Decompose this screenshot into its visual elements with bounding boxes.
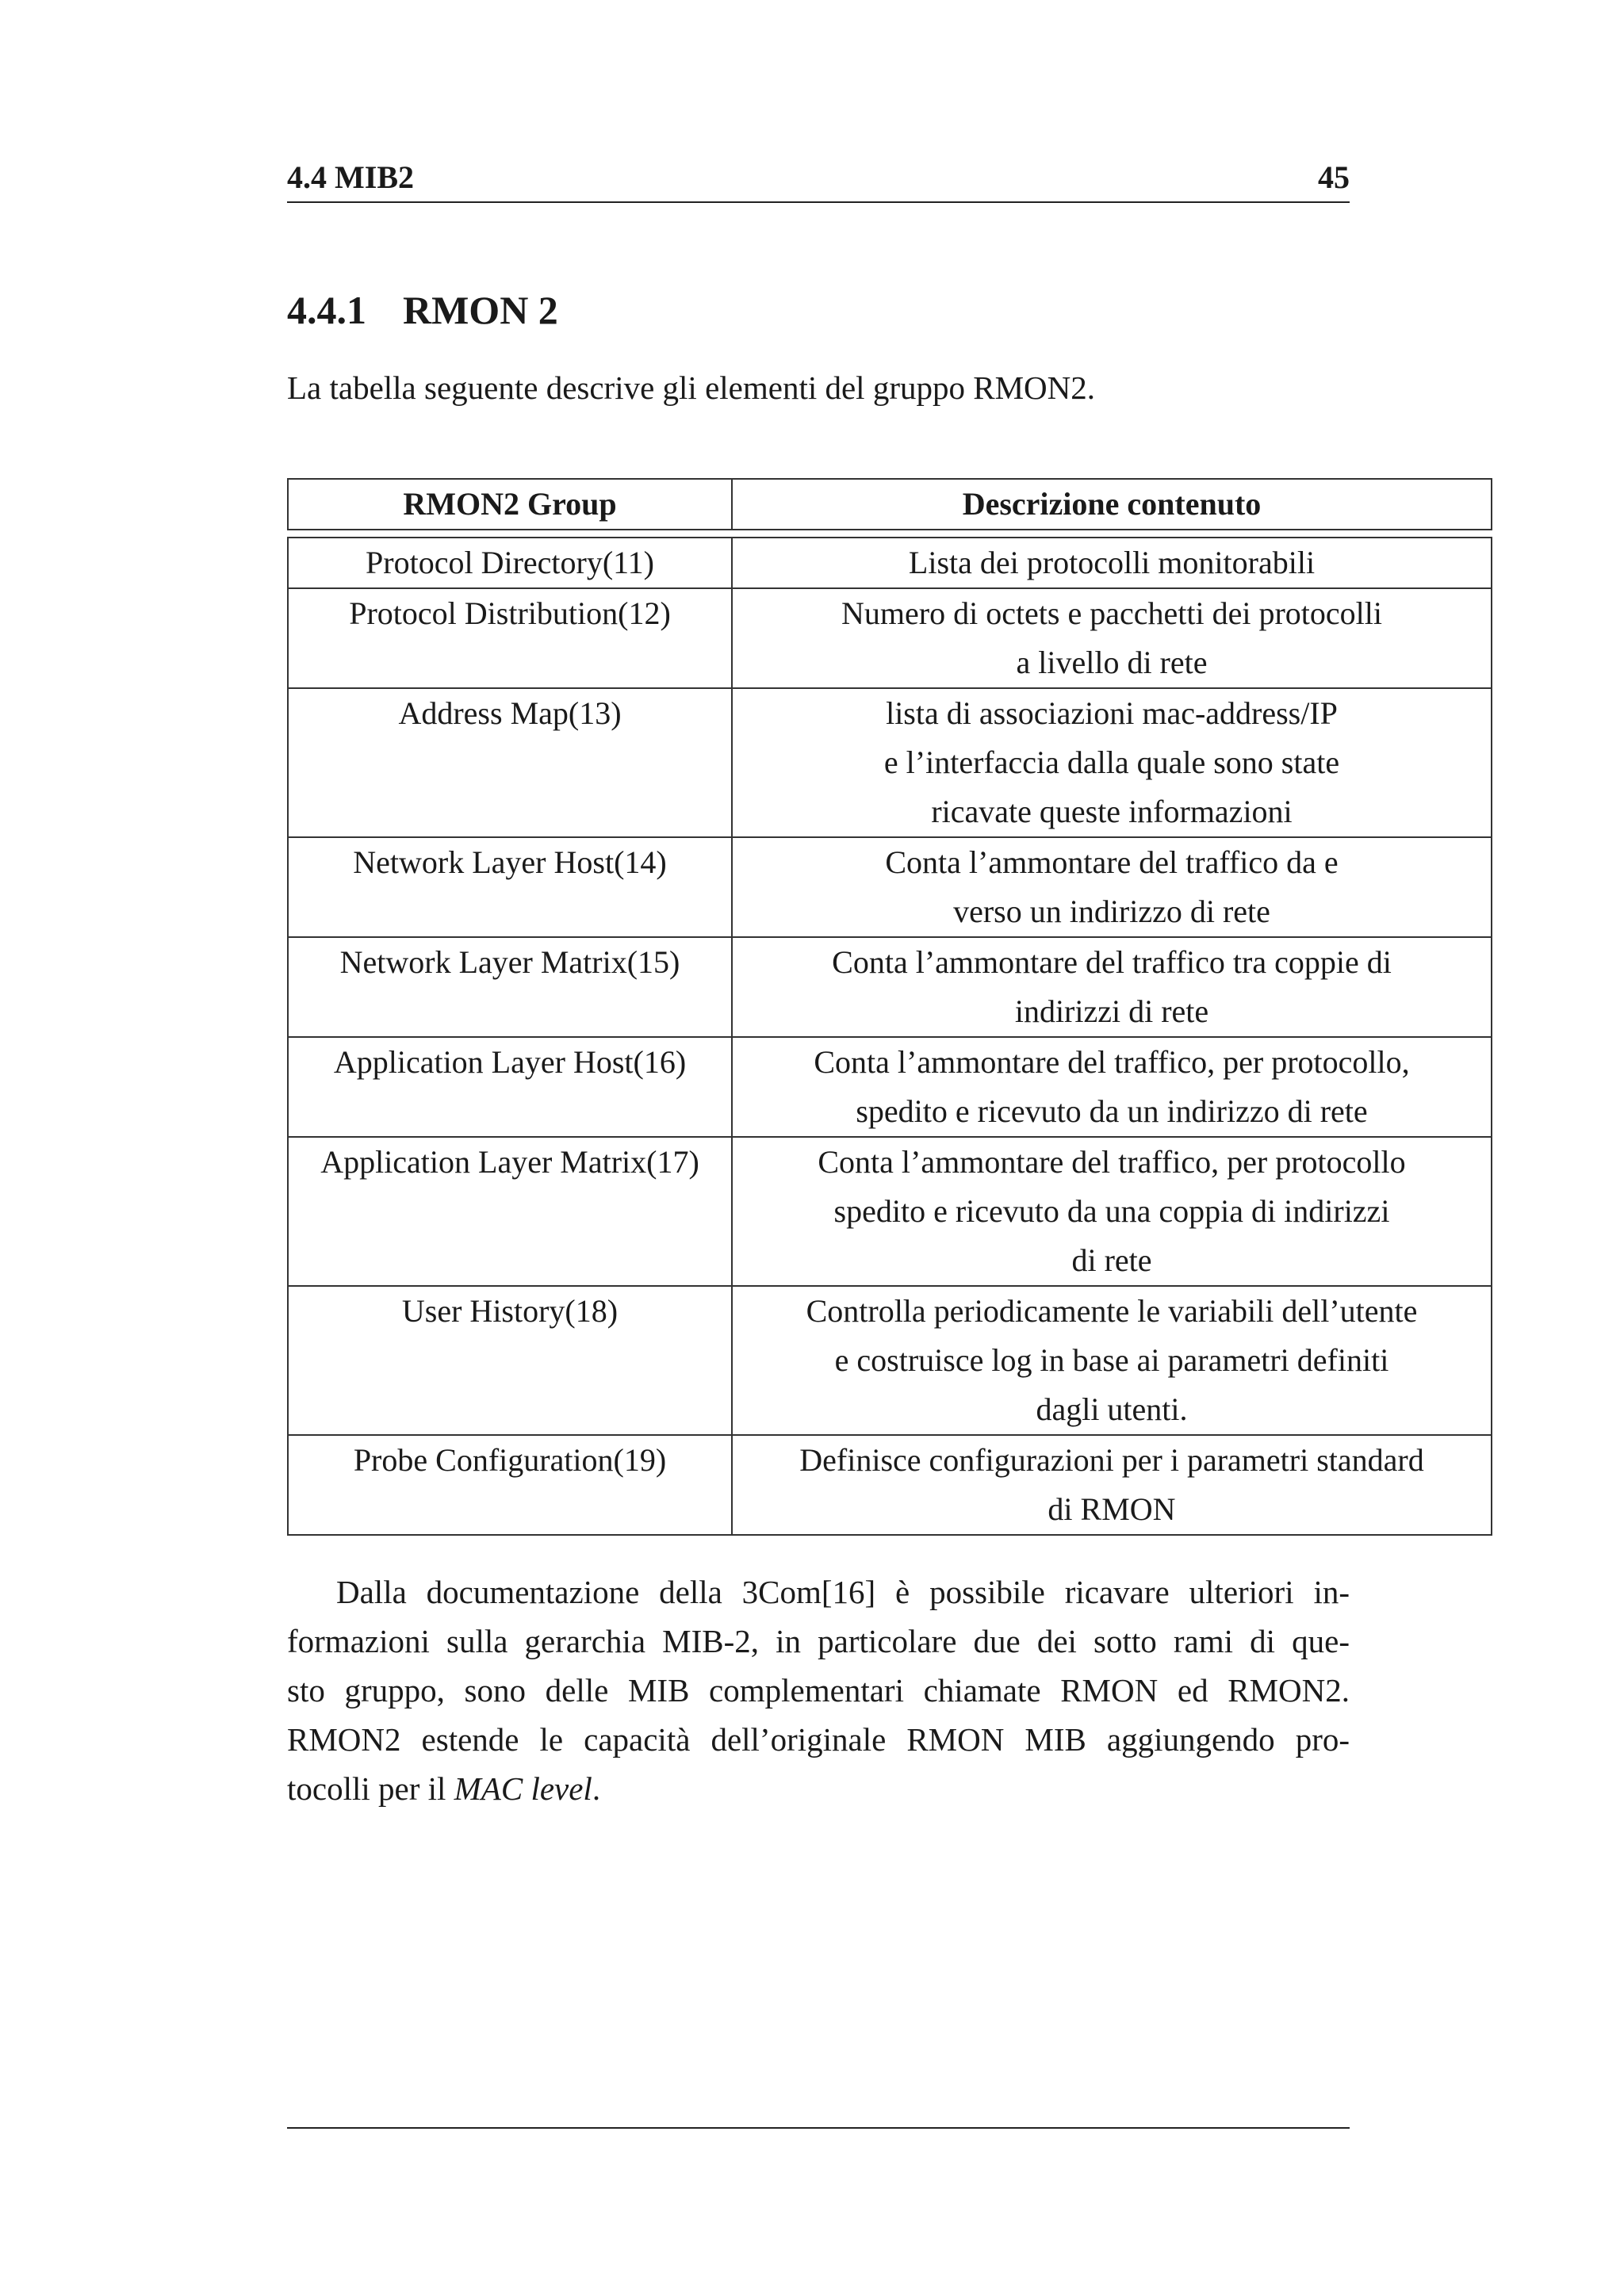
group-cell: Protocol Distribution(12) bbox=[288, 588, 732, 688]
description-line: a livello di rete bbox=[1016, 645, 1208, 680]
description-line: Conta l’ammontare del traffico tra coppie di bbox=[832, 944, 1392, 980]
table-row bbox=[288, 937, 1492, 1037]
paragraph-text: tocolli per il bbox=[287, 1770, 454, 1807]
description-line: spedito e ricevuto da un indirizzo di rete bbox=[856, 1093, 1368, 1129]
paragraph-line: Dalla documentazione della 3Com[16] è possibile ricavare ulteriori in- bbox=[336, 1574, 1350, 1610]
table-body bbox=[288, 530, 1492, 1535]
section-number: 4.4.1 bbox=[287, 288, 366, 332]
group-cell: User History(18) bbox=[288, 1286, 732, 1435]
description-cell bbox=[732, 1137, 1492, 1286]
table-row bbox=[288, 1435, 1492, 1535]
description-line: Numero di octets e pacchetti dei protocolli bbox=[841, 595, 1382, 631]
paragraph-text: . bbox=[592, 1770, 601, 1807]
description-line: verso un indirizzo di rete bbox=[953, 894, 1270, 929]
table-row bbox=[288, 588, 1492, 688]
description-cell bbox=[732, 937, 1492, 1037]
description-line: ricavate queste informazioni bbox=[931, 794, 1293, 829]
header-separator bbox=[288, 530, 1492, 538]
header-cell-group: RMON2 Group bbox=[288, 479, 732, 530]
group-cell: Network Layer Host(14) bbox=[288, 837, 732, 937]
description-line: Definisce configurazioni per i parametri standard bbox=[799, 1442, 1424, 1478]
description-line: di RMON bbox=[1048, 1491, 1176, 1527]
header-cell-description: Descrizione contenuto bbox=[732, 479, 1492, 530]
group-cell: Address Map(13) bbox=[288, 688, 732, 837]
footer-rule bbox=[287, 2127, 1350, 2129]
description-cell bbox=[732, 1037, 1492, 1137]
description-cell bbox=[732, 1286, 1492, 1435]
group-cell: Network Layer Matrix(15) bbox=[288, 937, 732, 1037]
description-line: Lista dei protocolli monitorabili bbox=[908, 545, 1316, 580]
rmon2-table bbox=[287, 478, 1492, 1536]
description-line: di rete bbox=[1071, 1242, 1152, 1278]
emphasis-mac-level: MAC level bbox=[454, 1770, 592, 1807]
description-line: Controlla periodicamente le variabili dell’utente bbox=[806, 1293, 1418, 1329]
description-cell bbox=[732, 837, 1492, 937]
description-line: e costruisce log in base ai parametri definiti bbox=[834, 1342, 1389, 1378]
description-cell bbox=[732, 688, 1492, 837]
description-line: dagli utenti. bbox=[1036, 1391, 1188, 1427]
header-section-label: 4.4 MIB2 bbox=[287, 159, 414, 195]
description-cell bbox=[732, 588, 1492, 688]
section-heading bbox=[287, 287, 558, 333]
description-line: Conta l’ammontare del traffico, per protocollo bbox=[818, 1144, 1406, 1180]
table-row bbox=[288, 1137, 1492, 1286]
paragraph-line: formazioni sulla gerarchia MIB-2, in particolare due dei sotto rami di que- bbox=[287, 1623, 1350, 1659]
body-paragraph bbox=[287, 1567, 1350, 1813]
group-cell: Protocol Directory(11) bbox=[288, 538, 732, 588]
description-line: e l’interfaccia dalla quale sono state bbox=[883, 744, 1340, 780]
table-row bbox=[288, 837, 1492, 937]
table-row bbox=[288, 538, 1492, 588]
intro-text: La tabella seguente descrive gli elementi del gruppo RMON2. bbox=[287, 369, 1095, 406]
description-line: Conta l’ammontare del traffico, per protocollo, bbox=[814, 1044, 1410, 1080]
paragraph-line: sto gruppo, sono delle MIB complementari chiamate RMON ed RMON2. bbox=[287, 1672, 1350, 1709]
group-cell: Probe Configuration(19) bbox=[288, 1435, 732, 1535]
description-cell bbox=[732, 538, 1492, 588]
page-number: 45 bbox=[1318, 159, 1350, 195]
running-header bbox=[287, 157, 1350, 203]
section-title: RMON 2 bbox=[403, 288, 558, 332]
description-line: Conta l’ammontare del traffico da e bbox=[885, 844, 1339, 880]
description-line: lista di associazioni mac-address/IP bbox=[886, 695, 1338, 731]
table-row bbox=[288, 1037, 1492, 1137]
group-cell: Application Layer Matrix(17) bbox=[288, 1137, 732, 1286]
group-cell: Application Layer Host(16) bbox=[288, 1037, 732, 1137]
paragraph-line: RMON2 estende le capacità dell’originale RMON MIB aggiungendo pro- bbox=[287, 1721, 1350, 1758]
description-line: indirizzi di rete bbox=[1014, 993, 1209, 1029]
table-header-row bbox=[288, 479, 1492, 530]
description-cell bbox=[732, 1435, 1492, 1535]
table-row bbox=[288, 688, 1492, 837]
table-row bbox=[288, 1286, 1492, 1435]
paragraph-line bbox=[287, 1764, 1350, 1813]
description-line: spedito e ricevuto da una coppia di indirizzi bbox=[833, 1193, 1390, 1229]
